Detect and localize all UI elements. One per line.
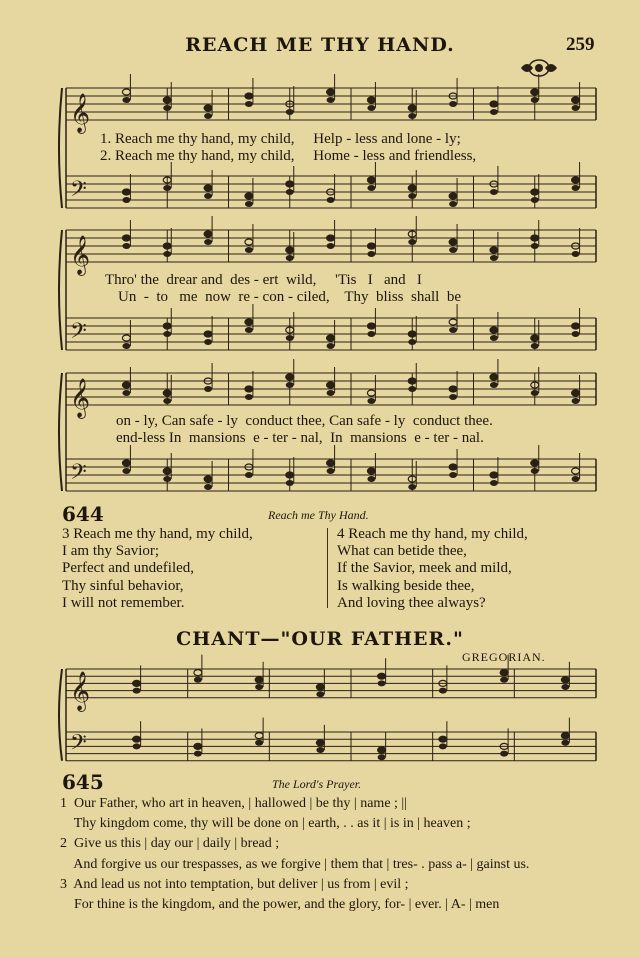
prayer-line: 2 Give us this | day our | daily | bread ; — [60, 836, 280, 852]
treble-note — [327, 382, 335, 388]
bass-note — [561, 733, 569, 739]
bass-note — [572, 177, 580, 183]
verse-line: 3 Reach me thy hand, my child, — [62, 526, 253, 542]
treble-note — [500, 670, 508, 676]
treble-note — [163, 97, 171, 103]
treble-note — [122, 243, 130, 249]
prayer-line: And forgive us our trespasses, as we forgive | them that | tres- . pass a- | gainst us. — [60, 856, 530, 872]
hymn-title: REACH ME THY HAND. — [185, 34, 455, 56]
lyric-verse-2-line-1: 2. Reach me thy hand, my child, Home - less and friendless, — [100, 148, 477, 164]
treble-note — [367, 390, 375, 396]
bass-note — [439, 743, 447, 749]
treble-note — [122, 89, 130, 95]
treble-note — [408, 239, 416, 245]
treble-note — [367, 105, 375, 111]
bass-note — [327, 460, 335, 466]
treble-note — [327, 390, 335, 396]
treble-note — [531, 243, 539, 249]
treble-note — [286, 255, 294, 261]
treble-note — [286, 382, 294, 388]
bass-note — [194, 751, 202, 757]
treble-note — [572, 97, 580, 103]
verse-line: What can betide thee, — [337, 543, 467, 560]
treble-note — [245, 394, 253, 400]
bass-note — [408, 185, 416, 191]
bass-note — [572, 468, 580, 474]
bass-note — [490, 480, 498, 486]
treble-note — [367, 97, 375, 103]
bass-note — [245, 327, 253, 333]
bass-note — [133, 736, 141, 742]
treble-note — [204, 239, 212, 245]
bass-clef-icon: 𝄢 — [70, 319, 87, 349]
bass-note — [163, 476, 171, 482]
bass-note — [500, 751, 508, 757]
treble-note — [531, 390, 539, 396]
bass-note — [204, 331, 212, 337]
treble-note — [408, 386, 416, 392]
treble-note — [408, 105, 416, 111]
treble-note — [163, 398, 171, 404]
treble-note — [245, 386, 253, 392]
treble-note — [122, 382, 130, 388]
bass-note — [122, 343, 130, 349]
lyric-verse-2-line-2: Un - to me now re - con - ciled, Thy bliss shall be — [118, 289, 461, 305]
bass-note — [316, 747, 324, 753]
treble-note — [194, 677, 202, 683]
treble-note — [245, 239, 253, 245]
treble-note — [449, 239, 457, 245]
bass-note — [245, 201, 253, 207]
bass-note — [367, 185, 375, 191]
bass-note — [286, 335, 294, 341]
treble-clef-icon: 𝄞 — [70, 235, 91, 275]
lyric-verse-1-line-1: 1. Reach me thy hand, my child, Help - less and lone - ly; — [100, 131, 461, 147]
treble-note — [490, 382, 498, 388]
treble-note — [572, 398, 580, 404]
verse-line: If the Savior, meek and mild, — [337, 560, 512, 577]
treble-clef-icon: 𝄞 — [70, 670, 91, 711]
bass-clef-icon: 𝄢 — [70, 177, 87, 207]
chant-reference: The Lord's Prayer. — [272, 777, 362, 791]
bass-clef-icon: 𝄢 — [70, 460, 87, 490]
treble-note — [327, 235, 335, 241]
bass-note — [367, 476, 375, 482]
bass-note — [122, 197, 130, 203]
bass-note — [245, 319, 253, 325]
prayer-line: For thine is the kingdom, and the power, and the glory, for- | ever. | A- | men — [60, 897, 500, 913]
verse-line: Perfect and undefiled, — [62, 560, 195, 577]
bass-note — [316, 740, 324, 746]
treble-note — [163, 105, 171, 111]
brace-icon — [59, 373, 62, 491]
bass-note — [367, 177, 375, 183]
bass-note — [439, 736, 447, 742]
treble-note — [561, 677, 569, 683]
bass-note — [122, 335, 130, 341]
treble-note — [408, 113, 416, 119]
bass-note — [204, 185, 212, 191]
treble-note — [531, 89, 539, 95]
bass-note — [327, 335, 335, 341]
treble-note — [490, 255, 498, 261]
bass-note — [133, 743, 141, 749]
treble-note — [449, 101, 457, 107]
bass-note — [449, 193, 457, 199]
treble-note — [500, 677, 508, 683]
bass-note — [255, 733, 263, 739]
bass-note — [572, 476, 580, 482]
bass-note — [204, 339, 212, 345]
bass-note — [572, 185, 580, 191]
treble-note — [316, 684, 324, 690]
treble-note — [245, 101, 253, 107]
treble-note — [327, 97, 335, 103]
treble-note — [367, 243, 375, 249]
treble-note — [572, 251, 580, 257]
bass-note — [286, 472, 294, 478]
verse-line: And loving thee always? — [337, 594, 486, 611]
treble-note — [204, 386, 212, 392]
bass-note — [378, 754, 386, 760]
treble-note — [367, 398, 375, 404]
chant-number: 645 — [62, 770, 104, 794]
bass-note — [449, 472, 457, 478]
bass-note — [408, 193, 416, 199]
treble-note — [490, 109, 498, 115]
treble-clef-icon: 𝄞 — [70, 93, 91, 133]
bass-note — [531, 460, 539, 466]
treble-note — [449, 386, 457, 392]
verse-line: I will not remember. — [62, 594, 185, 611]
treble-note — [327, 89, 335, 95]
treble-note — [449, 394, 457, 400]
treble-note — [163, 251, 171, 257]
verse-line: Is walking beside thee, — [337, 577, 475, 594]
treble-note — [255, 677, 263, 683]
bass-note — [122, 460, 130, 466]
treble-note — [122, 97, 130, 103]
treble-note — [245, 247, 253, 253]
treble-note — [122, 235, 130, 241]
bass-note — [490, 327, 498, 333]
treble-note — [122, 390, 130, 396]
bass-note — [204, 476, 212, 482]
bass-note — [449, 464, 457, 470]
bass-note — [245, 472, 253, 478]
bass-note — [286, 181, 294, 187]
bass-note — [378, 747, 386, 753]
bass-note — [449, 319, 457, 325]
treble-note — [255, 684, 263, 690]
bass-note — [245, 193, 253, 199]
verse-line: 4 Reach me thy hand, my child, — [337, 526, 528, 542]
treble-note — [408, 378, 416, 384]
bass-note — [163, 185, 171, 191]
bass-note — [490, 472, 498, 478]
bass-note — [449, 201, 457, 207]
treble-note — [327, 243, 335, 249]
treble-note — [194, 670, 202, 676]
column-divider — [327, 528, 328, 608]
bass-note — [367, 468, 375, 474]
bass-note — [449, 327, 457, 333]
treble-note — [204, 113, 212, 119]
bass-note — [163, 323, 171, 329]
bass-note — [490, 335, 498, 341]
lyric-verse-1-line-2: Thro' the drear and des - ert wild, 'Tis I and I — [105, 272, 422, 288]
treble-note — [490, 247, 498, 253]
brace-icon — [59, 669, 62, 761]
treble-note — [286, 374, 294, 380]
bass-note — [286, 189, 294, 195]
bass-note — [327, 343, 335, 349]
bass-note — [327, 468, 335, 474]
bass-note — [367, 331, 375, 337]
bass-note — [572, 331, 580, 337]
lyric-verse-1-line-3: on - ly, Can safe - ly conduct thee, Can safe - ly conduct thee. — [116, 413, 493, 429]
treble-note — [531, 97, 539, 103]
bass-note — [255, 740, 263, 746]
treble-note — [163, 390, 171, 396]
treble-note — [367, 251, 375, 257]
bass-note — [408, 331, 416, 337]
bass-note — [204, 484, 212, 490]
hymn-reference: Reach me Thy Hand. — [268, 508, 369, 522]
treble-note — [133, 688, 141, 694]
lyric-verse-2-line-3: end-less In mansions e - ter - nal, In mansions e - ter - nal. — [116, 430, 484, 446]
hymn-number: 644 — [62, 502, 104, 526]
bass-note — [561, 740, 569, 746]
bass-clef-icon: 𝄢 — [70, 730, 87, 761]
bass-note — [122, 468, 130, 474]
bass-note — [194, 743, 202, 749]
verse-4 — [337, 526, 528, 612]
treble-note — [439, 688, 447, 694]
treble-note — [561, 684, 569, 690]
treble-note — [286, 109, 294, 115]
treble-note — [204, 231, 212, 237]
bass-note — [490, 189, 498, 195]
treble-note — [449, 247, 457, 253]
prayer-line: 1 Our Father, who art in heaven, | hallowed | be thy | name ; || — [60, 796, 408, 811]
page-number: 259 — [566, 34, 595, 55]
bass-note — [286, 480, 294, 486]
treble-note — [163, 243, 171, 249]
treble-note — [378, 680, 386, 686]
treble-note — [531, 235, 539, 241]
lords-prayer-text — [60, 794, 529, 915]
treble-note — [286, 247, 294, 253]
bass-note — [531, 468, 539, 474]
treble-note — [490, 101, 498, 107]
verse-line: Thy sinful behavior, — [62, 577, 184, 594]
chant-title: CHANT—"OUR FATHER." — [176, 628, 464, 650]
bass-note — [327, 197, 335, 203]
brace-icon — [59, 230, 62, 350]
bass-note — [408, 484, 416, 490]
bass-note — [408, 339, 416, 345]
chant-composer: GREGORIAN. — [462, 650, 546, 664]
treble-note — [316, 691, 324, 697]
verse-3 — [62, 526, 253, 612]
brace-icon — [59, 88, 62, 208]
bass-note — [572, 323, 580, 329]
bass-note — [531, 343, 539, 349]
bass-note — [531, 335, 539, 341]
bass-note — [163, 331, 171, 337]
treble-note — [490, 374, 498, 380]
bass-note — [163, 468, 171, 474]
bass-note — [122, 189, 130, 195]
bass-note — [204, 193, 212, 199]
treble-note — [245, 93, 253, 99]
verse-line: I am thy Savior; — [62, 543, 160, 560]
treble-note — [572, 390, 580, 396]
bass-note — [531, 189, 539, 195]
bass-note — [367, 323, 375, 329]
treble-note — [572, 105, 580, 111]
bass-note — [531, 197, 539, 203]
prayer-line: Thy kingdom come, thy will be done on | earth, . . as it | is in | heaven ; — [60, 816, 471, 832]
treble-clef-icon: 𝄞 — [70, 378, 91, 418]
prayer-line: 3 And lead us not into temptation, but deliver | us from | evil ; — [60, 876, 409, 892]
treble-note — [378, 673, 386, 679]
treble-note — [133, 680, 141, 686]
treble-note — [204, 105, 212, 111]
